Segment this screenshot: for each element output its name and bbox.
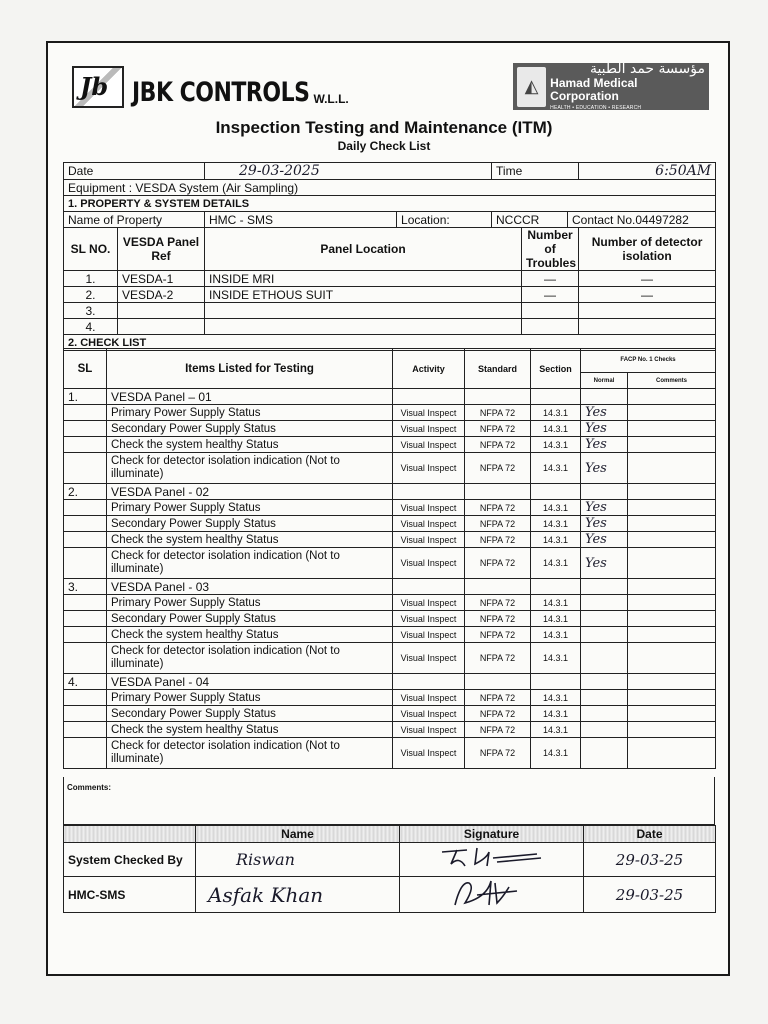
item-sl-blank	[64, 738, 107, 769]
group-empty-cell	[581, 674, 628, 690]
company-logo	[72, 64, 349, 108]
item-comments	[628, 706, 716, 722]
item-comments	[628, 690, 716, 706]
panel-isolation	[579, 303, 716, 319]
item-normal	[581, 738, 628, 769]
item-text: Check the system healthy Status	[107, 532, 393, 548]
item-text: Secondary Power Supply Status	[107, 611, 393, 627]
item-standard: NFPA 72	[465, 690, 531, 706]
item-standard: NFPA 72	[465, 548, 531, 579]
item-text: Secondary Power Supply Status	[107, 706, 393, 722]
panel-row	[64, 303, 716, 319]
col-sl: SL	[64, 349, 107, 389]
client-logo-arabic: مؤسسة حمد الطبية	[589, 60, 705, 77]
checklist-item-row	[64, 706, 716, 722]
item-sl-blank	[64, 690, 107, 706]
checklist-item-row	[64, 643, 716, 674]
group-empty-cell	[531, 484, 581, 500]
item-activity: Visual Inspect	[393, 532, 465, 548]
col-normal: Normal	[581, 373, 628, 389]
item-section: 14.3.1	[531, 453, 581, 484]
item-section: 14.3.1	[531, 643, 581, 674]
item-text: Check for detector isolation indication (Not to illuminate)	[107, 643, 393, 674]
item-normal	[581, 595, 628, 611]
checklist-group-row	[64, 674, 716, 690]
item-activity: Visual Inspect	[393, 453, 465, 484]
item-section: 14.3.1	[531, 500, 581, 516]
item-text: Check for detector isolation indication (Not to illuminate)	[107, 453, 393, 484]
item-normal	[581, 722, 628, 738]
item-section: 14.3.1	[531, 405, 581, 421]
company-name: JBK CONTROLS	[132, 78, 310, 108]
checklist-item-row	[64, 595, 716, 611]
group-empty-cell	[531, 579, 581, 595]
item-comments	[628, 611, 716, 627]
checklist-item-row	[64, 690, 716, 706]
group-empty-cell	[581, 579, 628, 595]
item-activity: Visual Inspect	[393, 437, 465, 453]
item-normal	[581, 627, 628, 643]
col-signature: Signature	[400, 826, 584, 843]
document-subtitle: Daily Check List	[337, 139, 431, 153]
item-sl-blank	[64, 611, 107, 627]
panel-ref: VESDA-1	[118, 271, 205, 287]
group-sl: 4.	[64, 674, 107, 690]
item-standard: NFPA 72	[465, 437, 531, 453]
item-text: Primary Power Supply Status	[107, 500, 393, 516]
panel-troubles	[522, 319, 579, 335]
item-normal: Yes	[581, 437, 628, 453]
item-comments	[628, 437, 716, 453]
item-comments	[628, 595, 716, 611]
property-value: HMC - SMS	[205, 212, 397, 228]
group-title: VESDA Panel - 04	[107, 674, 393, 690]
checklist-item-row	[64, 548, 716, 579]
panel-sl: 3.	[64, 303, 118, 319]
item-text: Check the system healthy Status	[107, 722, 393, 738]
item-sl-blank	[64, 706, 107, 722]
item-standard: NFPA 72	[465, 421, 531, 437]
signature-image	[400, 843, 584, 877]
item-activity: Visual Inspect	[393, 627, 465, 643]
company-suffix: W.L.L.	[313, 92, 349, 106]
item-normal: Yes	[581, 516, 628, 532]
date-row	[64, 163, 716, 180]
checklist-group-row	[64, 484, 716, 500]
group-empty-cell	[393, 389, 465, 405]
signoff-role: System Checked By	[64, 843, 196, 877]
item-activity: Visual Inspect	[393, 690, 465, 706]
time-label: Time	[492, 163, 579, 180]
group-title: VESDA Panel - 03	[107, 579, 393, 595]
item-comments	[628, 643, 716, 674]
col-activity: Activity	[393, 349, 465, 389]
item-sl-blank	[64, 437, 107, 453]
client-logo-english: Hamad Medical Corporation	[550, 76, 638, 104]
item-comments	[628, 722, 716, 738]
checklist-item-row	[64, 532, 716, 548]
item-normal: Yes	[581, 453, 628, 484]
checklist-item-row	[64, 500, 716, 516]
item-normal	[581, 690, 628, 706]
item-sl-blank	[64, 453, 107, 484]
panel-isolation: —	[579, 271, 716, 287]
item-text: Check the system healthy Status	[107, 437, 393, 453]
panel-location: INSIDE MRI	[205, 271, 522, 287]
panel-location: INSIDE ETHOUS SUIT	[205, 287, 522, 303]
item-text: Primary Power Supply Status	[107, 405, 393, 421]
location-value: NCCCR	[492, 212, 568, 228]
item-sl-blank	[64, 516, 107, 532]
panel-ref	[118, 319, 205, 335]
equipment-label: Equipment : VESDA System (Air Sampling)	[64, 180, 716, 196]
group-empty-cell	[531, 389, 581, 405]
group-empty-cell	[581, 389, 628, 405]
signature-scribble-icon	[437, 844, 547, 872]
property-details-table	[63, 162, 716, 351]
item-section: 14.3.1	[531, 611, 581, 627]
checklist-item-row	[64, 437, 716, 453]
section-checklist-title: 2. CHECK LIST	[64, 335, 716, 351]
col-sl-no: SL NO.	[64, 228, 118, 271]
item-activity: Visual Inspect	[393, 595, 465, 611]
item-activity: Visual Inspect	[393, 738, 465, 769]
item-comments	[628, 548, 716, 579]
panel-ref: VESDA-2	[118, 287, 205, 303]
property-label: Name of Property	[64, 212, 205, 228]
item-comments	[628, 421, 716, 437]
item-activity: Visual Inspect	[393, 421, 465, 437]
item-standard: NFPA 72	[465, 738, 531, 769]
item-text: Primary Power Supply Status	[107, 595, 393, 611]
item-comments	[628, 405, 716, 421]
signoff-name: Riswan	[196, 843, 400, 877]
item-activity: Visual Inspect	[393, 611, 465, 627]
item-normal: Yes	[581, 405, 628, 421]
panel-ref	[118, 303, 205, 319]
item-normal	[581, 706, 628, 722]
panel-isolation	[579, 319, 716, 335]
comments-label: Comments:	[67, 783, 112, 792]
col-panel-ref: VESDA Panel Ref	[118, 228, 205, 271]
item-activity: Visual Inspect	[393, 706, 465, 722]
group-empty-cell	[628, 579, 716, 595]
jbk-emblem-icon: Jb	[72, 66, 124, 108]
item-sl-blank	[64, 595, 107, 611]
item-standard: NFPA 72	[465, 643, 531, 674]
item-comments	[628, 453, 716, 484]
item-normal	[581, 643, 628, 674]
date-label: Date	[64, 163, 205, 180]
panel-row	[64, 287, 716, 303]
signoff-blank-header	[64, 826, 196, 843]
col-troubles: Number of Troubles	[522, 228, 579, 271]
item-comments	[628, 516, 716, 532]
group-title: VESDA Panel - 02	[107, 484, 393, 500]
item-section: 14.3.1	[531, 548, 581, 579]
panel-sl: 2.	[64, 287, 118, 303]
group-empty-cell	[628, 674, 716, 690]
group-empty-cell	[531, 674, 581, 690]
item-sl-blank	[64, 722, 107, 738]
time-value: 6:50AM	[579, 163, 716, 180]
checklist-group-row	[64, 389, 716, 405]
panel-troubles: —	[522, 271, 579, 287]
item-sl-blank	[64, 500, 107, 516]
item-comments	[628, 500, 716, 516]
group-empty-cell	[393, 484, 465, 500]
item-normal: Yes	[581, 548, 628, 579]
panel-troubles: —	[522, 287, 579, 303]
date-value: 29-03-2025	[205, 163, 492, 180]
item-section: 14.3.1	[531, 722, 581, 738]
checklist-item-row	[64, 516, 716, 532]
item-activity: Visual Inspect	[393, 548, 465, 579]
col-name: Name	[196, 826, 400, 843]
signoff-row	[64, 843, 716, 877]
item-section: 14.3.1	[531, 738, 581, 769]
item-standard: NFPA 72	[465, 611, 531, 627]
item-standard: NFPA 72	[465, 706, 531, 722]
item-standard: NFPA 72	[465, 722, 531, 738]
client-logo	[513, 60, 709, 111]
item-text: Check the system healthy Status	[107, 627, 393, 643]
group-empty-cell	[465, 484, 531, 500]
col-panel-location: Panel Location	[205, 228, 522, 271]
group-empty-cell	[393, 579, 465, 595]
col-isolation: Number of detector isolation	[579, 228, 716, 271]
signoff-table	[63, 825, 716, 913]
panel-sl: 1.	[64, 271, 118, 287]
item-sl-blank	[64, 421, 107, 437]
item-standard: NFPA 72	[465, 595, 531, 611]
checklist-item-row	[64, 405, 716, 421]
group-empty-cell	[465, 389, 531, 405]
item-activity: Visual Inspect	[393, 500, 465, 516]
item-normal: Yes	[581, 500, 628, 516]
group-empty-cell	[465, 674, 531, 690]
item-section: 14.3.1	[531, 437, 581, 453]
checklist-table	[63, 348, 716, 769]
col-date: Date	[584, 826, 716, 843]
comments-box	[63, 777, 715, 825]
section-property-title: 1. PROPERTY & SYSTEM DETAILS	[64, 196, 716, 212]
col-items: Items Listed for Testing	[107, 349, 393, 389]
signoff-role: HMC-SMS	[64, 877, 196, 913]
item-sl-blank	[64, 627, 107, 643]
item-comments	[628, 738, 716, 769]
item-text: Primary Power Supply Status	[107, 690, 393, 706]
group-sl: 1.	[64, 389, 107, 405]
col-comments: Comments	[628, 373, 716, 389]
group-sl: 2.	[64, 484, 107, 500]
checklist-group-row	[64, 579, 716, 595]
contact-number: Contact No.04497282	[568, 212, 716, 228]
group-title: VESDA Panel – 01	[107, 389, 393, 405]
signoff-name: Asfak Khan	[196, 877, 400, 913]
panel-troubles	[522, 303, 579, 319]
checklist-item-row	[64, 421, 716, 437]
item-sl-blank	[64, 405, 107, 421]
item-sl-blank	[64, 532, 107, 548]
item-text: Check for detector isolation indication (Not to illuminate)	[107, 548, 393, 579]
checklist-item-row	[64, 722, 716, 738]
hmc-emblem-icon: ◭	[517, 67, 546, 107]
panel-location	[205, 303, 522, 319]
panel-location	[205, 319, 522, 335]
item-section: 14.3.1	[531, 690, 581, 706]
item-comments	[628, 532, 716, 548]
item-standard: NFPA 72	[465, 532, 531, 548]
group-empty-cell	[465, 579, 531, 595]
item-text: Secondary Power Supply Status	[107, 421, 393, 437]
col-facp-checks: FACP No. 1 Checks	[581, 349, 716, 373]
signature-image	[400, 877, 584, 913]
item-section: 14.3.1	[531, 706, 581, 722]
panel-row	[64, 271, 716, 287]
panel-row	[64, 319, 716, 335]
item-section: 14.3.1	[531, 627, 581, 643]
signoff-date: 29-03-25	[584, 877, 716, 913]
item-sl-blank	[64, 643, 107, 674]
checklist-item-row	[64, 611, 716, 627]
signature-scribble-icon	[447, 877, 537, 909]
item-activity: Visual Inspect	[393, 722, 465, 738]
item-activity: Visual Inspect	[393, 516, 465, 532]
col-section: Section	[531, 349, 581, 389]
panel-isolation: —	[579, 287, 716, 303]
item-normal: Yes	[581, 421, 628, 437]
item-normal	[581, 611, 628, 627]
checklist-item-row	[64, 627, 716, 643]
item-section: 14.3.1	[531, 516, 581, 532]
col-standard: Standard	[465, 349, 531, 389]
item-normal: Yes	[581, 532, 628, 548]
item-comments	[628, 627, 716, 643]
item-section: 14.3.1	[531, 421, 581, 437]
group-empty-cell	[581, 484, 628, 500]
item-sl-blank	[64, 548, 107, 579]
group-empty-cell	[628, 484, 716, 500]
item-standard: NFPA 72	[465, 405, 531, 421]
checklist-item-row	[64, 738, 716, 769]
panel-sl: 4.	[64, 319, 118, 335]
item-standard: NFPA 72	[465, 500, 531, 516]
document-title: Inspection Testing and Maintenance (ITM)	[215, 118, 553, 137]
item-section: 14.3.1	[531, 595, 581, 611]
signoff-date: 29-03-25	[584, 843, 716, 877]
item-standard: NFPA 72	[465, 453, 531, 484]
item-activity: Visual Inspect	[393, 643, 465, 674]
item-text: Secondary Power Supply Status	[107, 516, 393, 532]
group-empty-cell	[393, 674, 465, 690]
item-text: Check for detector isolation indication (Not to illuminate)	[107, 738, 393, 769]
item-standard: NFPA 72	[465, 627, 531, 643]
item-standard: NFPA 72	[465, 516, 531, 532]
group-sl: 3.	[64, 579, 107, 595]
item-activity: Visual Inspect	[393, 405, 465, 421]
checklist-item-row	[64, 453, 716, 484]
item-section: 14.3.1	[531, 532, 581, 548]
location-label: Location:	[397, 212, 492, 228]
client-logo-tagline: HEALTH • EDUCATION • RESEARCH	[550, 104, 642, 111]
group-empty-cell	[628, 389, 716, 405]
signoff-row	[64, 877, 716, 913]
